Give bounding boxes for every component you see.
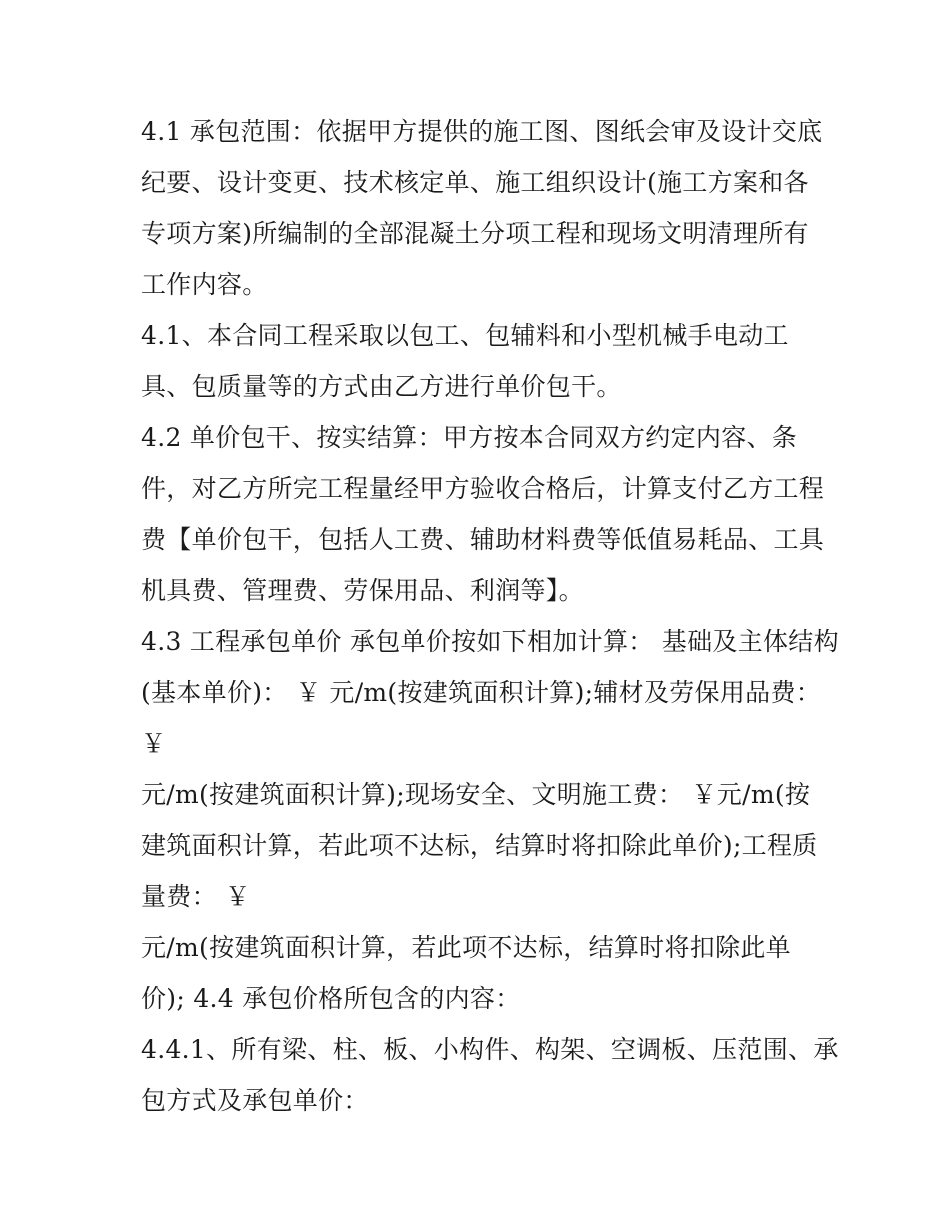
text-line: 专项方案)所编制的全部混凝土分项工程和现场文明清理所有: [141, 219, 809, 248]
contract-body-text: [141, 106, 839, 1126]
text-line: 建筑面积计算，若此项不达标，结算时将扣除此单价);工程质: [141, 831, 818, 860]
text-line: 4.3 工程承包单价 承包单价按如下相加计算： 基础及主体结构: [141, 627, 839, 656]
text-line: 包方式及承包单价：: [141, 1086, 369, 1115]
text-line: ￥: [141, 729, 167, 758]
text-line: 4.4.1、所有梁、柱、板、小构件、构架、空调板、压范围、承: [141, 1035, 839, 1064]
text-line: 机具费、管理费、劳保用品、利润等】。: [141, 576, 584, 605]
text-line: 费【单价包干，包括人工费、辅助材料费等低值易耗品、工具: [141, 525, 825, 554]
text-line: 量费： ￥: [141, 882, 251, 911]
text-line: 工作内容。: [141, 270, 268, 299]
text-line: 元/m(按建筑面积计算);现场安全、文明施工费： ￥元/m(按: [141, 780, 811, 809]
text-line: 具、包质量等的方式由乙方进行单价包干。: [141, 372, 622, 401]
text-line: 4.1 承包范围：依据甲方提供的施工图、图纸会审及设计交底: [141, 117, 823, 146]
text-line: 纪要、设计变更、技术核定单、施工组织设计(施工方案和各: [141, 168, 809, 197]
text-line: 4.2 单价包干、按实结算：甲方按本合同双方约定内容、条: [141, 423, 798, 452]
text-line: 件，对乙方所完工程量经甲方验收合格后，计算支付乙方工程: [141, 474, 825, 503]
text-line: 4.1、本合同工程采取以包工、包辅料和小型机械手电动工: [141, 321, 789, 350]
text-line: (基本单价)： ￥ 元/m(按建筑面积计算);辅材及劳保用品费：: [141, 678, 822, 707]
text-line: 元/m(按建筑面积计算，若此项不达标，结算时将扣除此单: [141, 933, 791, 962]
text-line: 价); 4.4 承包价格所包含的内容：: [141, 984, 521, 1013]
